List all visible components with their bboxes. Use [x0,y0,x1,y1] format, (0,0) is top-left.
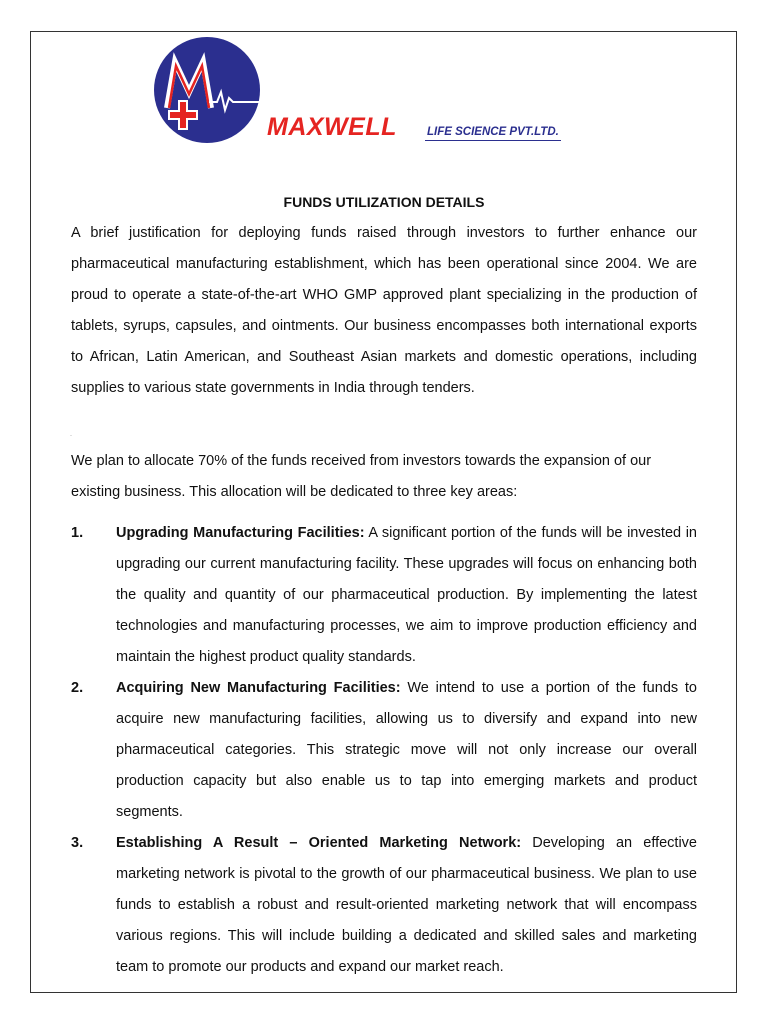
list-item-heading: Acquiring New Manufacturing Facilities: [116,680,401,696]
list-item-body [116,518,697,673]
list-item-heading: Upgrading Manufacturing Facilities: [116,525,365,541]
logo-pulse-line [266,104,566,110]
allocation-paragraph: We plan to allocate 70% of the funds received from investors towards the expansion of our existing business. This allocation will be dedicated to three key areas: [71,453,652,500]
list-item-text: Developing an effective marketing network is pivotal to the growth of our pharmaceutical business. We plan to use funds to establish a robust and result-oriented marketing network that will encompass various regions. This will include building a dedicated and skilled sales and marketing team to promote our products and expand our market reach. [116,835,697,975]
list-item-heading: Establishing A Result – Oriented Marketing Network: [116,835,522,851]
list-item-text: A significant portion of the funds will be invested in upgrading our current manufacturing facility. These upgrades will focus on enhancing both the quality and quantity of our pharmaceutical production. By implementing the latest technologies and manufacturing processes, we aim to improve production efficiency and maintain the highest product quality standards. [116,525,697,665]
list-item-number: 2. [71,680,84,696]
company-logo [153,36,261,144]
brand-name: MAXWELL [267,113,397,141]
stray-mark: · [70,433,72,439]
brand-suffix: LIFE SCIENCE PVT.LTD. [425,125,561,141]
list-item-body [116,673,697,828]
list-item-body [116,828,697,983]
list-item-number: 1. [71,525,84,541]
intro-paragraph: A brief justification for deploying funds raised through investors to further enhance our pharmaceutical manufacturing establishment, which has been operational since 2004. We are proud to operate a state-of-the-art WHO GMP approved plant specializing in the production of tablets, syrups, capsules, and ointments. Our business encompasses both international exports to African, Latin American, and Southeast Asian markets and domestic operations, including supplies to various state governments in India through tenders. [71,225,697,396]
list-item-number: 3. [71,835,84,851]
list-item-text: We intend to use a portion of the funds to acquire new manufacturing facilities, allowing us to diversify and expand into new pharmaceutical categories. This strategic move will not only increase our overall production capacity but also enable us to tap into emerging markets and product segments. [116,680,697,820]
document-title: FUNDS UTILIZATION DETAILS [283,194,485,210]
